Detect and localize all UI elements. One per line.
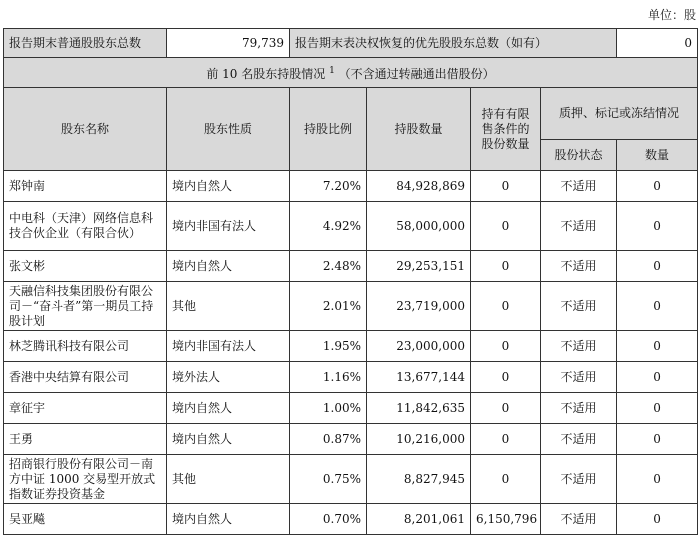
shareholder-name: 吴亚飚 (4, 504, 167, 535)
holding-ratio: 7.20% (290, 171, 367, 202)
restricted-shares: 0 (471, 202, 541, 251)
holding-ratio: 2.48% (290, 251, 367, 282)
restricted-shares: 6,150,796 (471, 504, 541, 535)
header-ratio: 持股比例 (290, 88, 367, 171)
shareholder-nature: 境内非国有法人 (167, 331, 290, 362)
holding-quantity: 84,928,869 (367, 171, 471, 202)
shareholder-name: 章征宇 (4, 393, 167, 424)
holding-quantity: 10,216,000 (367, 424, 471, 455)
section-title-note: （不含通过转融通出借股份） (338, 66, 495, 81)
holding-quantity: 13,677,144 (367, 362, 471, 393)
table-row (4, 331, 698, 362)
pledge-count: 0 (617, 424, 698, 455)
shareholder-nature: 境外法人 (167, 362, 290, 393)
unit-label: 单位：股 (647, 8, 696, 22)
common-shareholders-label: 报告期末普通股股东总数 (4, 29, 167, 58)
holding-quantity: 8,827,945 (367, 455, 471, 504)
table-row (4, 171, 698, 202)
pledge-count: 0 (617, 171, 698, 202)
restricted-shares: 0 (471, 282, 541, 331)
shareholder-nature: 境内自然人 (167, 424, 290, 455)
shareholder-nature: 其他 (167, 282, 290, 331)
restricted-shares: 0 (471, 251, 541, 282)
shareholder-name: 招商银行股份有限公司－南方中证 1000 交易型开放式指数证券投资基金 (4, 455, 167, 504)
share-status: 不适用 (541, 362, 617, 393)
shareholder-nature: 境内自然人 (167, 171, 290, 202)
restricted-shares: 0 (471, 393, 541, 424)
holding-quantity: 58,000,000 (367, 202, 471, 251)
restricted-shares: 0 (471, 171, 541, 202)
holding-ratio: 1.95% (290, 331, 367, 362)
pledge-count: 0 (617, 202, 698, 251)
share-status: 不适用 (541, 171, 617, 202)
section-title-row (4, 58, 698, 88)
holding-quantity: 29,253,151 (367, 251, 471, 282)
shareholder-nature: 境内自然人 (167, 504, 290, 535)
share-status: 不适用 (541, 331, 617, 362)
pledge-count: 0 (617, 455, 698, 504)
section-footnote-mark: 1 (329, 65, 335, 76)
shareholder-name: 张文彬 (4, 251, 167, 282)
pledge-count: 0 (617, 504, 698, 535)
section-title-text: 前 10 名股东持股情况 (206, 66, 326, 81)
section-title (4, 58, 698, 88)
pledge-count: 0 (617, 362, 698, 393)
shareholder-name: 王勇 (4, 424, 167, 455)
holding-ratio: 4.92% (290, 202, 367, 251)
share-status: 不适用 (541, 504, 617, 535)
header-qty: 持股数量 (367, 88, 471, 171)
header-row (4, 88, 698, 140)
share-status: 不适用 (541, 393, 617, 424)
header-count: 数量 (617, 140, 698, 171)
shareholder-nature: 其他 (167, 455, 290, 504)
table-row (4, 362, 698, 393)
shareholder-nature: 境内非国有法人 (167, 202, 290, 251)
restricted-shares: 0 (471, 424, 541, 455)
holding-quantity: 23,719,000 (367, 282, 471, 331)
table-row (4, 455, 698, 504)
table-row (4, 424, 698, 455)
share-status: 不适用 (541, 202, 617, 251)
restricted-shares: 0 (471, 331, 541, 362)
share-status: 不适用 (541, 455, 617, 504)
holding-ratio: 2.01% (290, 282, 367, 331)
summary-row (4, 29, 698, 58)
header-nature: 股东性质 (167, 88, 290, 171)
shareholder-name: 郑钟南 (4, 171, 167, 202)
preferred-shareholders-label: 报告期末表决权恢复的优先股股东总数（如有） (290, 29, 617, 58)
shareholder-name: 天融信科技集团股份有限公司－“奋斗者”第一期员工持股计划 (4, 282, 167, 331)
share-status: 不适用 (541, 424, 617, 455)
share-status: 不适用 (541, 282, 617, 331)
restricted-shares: 0 (471, 455, 541, 504)
shareholder-nature: 境内自然人 (167, 393, 290, 424)
header-name: 股东名称 (4, 88, 167, 171)
table-row (4, 202, 698, 251)
pledge-count: 0 (617, 393, 698, 424)
shareholder-name: 香港中央结算有限公司 (4, 362, 167, 393)
header-restricted: 持有有限售条件的股份数量 (471, 88, 541, 171)
holding-ratio: 1.16% (290, 362, 367, 393)
pledge-count: 0 (617, 331, 698, 362)
table-row (4, 282, 698, 331)
preferred-shareholders-value: 0 (617, 29, 698, 58)
shareholder-name: 林芝腾讯科技有限公司 (4, 331, 167, 362)
header-pledge-group: 质押、标记或冻结情况 (541, 88, 698, 140)
holding-quantity: 11,842,635 (367, 393, 471, 424)
holding-quantity: 8,201,061 (367, 504, 471, 535)
table-row (4, 393, 698, 424)
table-row (4, 251, 698, 282)
header-status: 股份状态 (541, 140, 617, 171)
holding-ratio: 0.87% (290, 424, 367, 455)
restricted-shares: 0 (471, 362, 541, 393)
shareholder-name: 中电科（天津）网络信息科技合伙企业（有限合伙） (4, 202, 167, 251)
shareholder-nature: 境内自然人 (167, 251, 290, 282)
holding-ratio: 0.70% (290, 504, 367, 535)
shareholders-table (3, 28, 698, 535)
holding-ratio: 0.75% (290, 455, 367, 504)
pledge-count: 0 (617, 251, 698, 282)
table-row (4, 504, 698, 535)
holding-ratio: 1.00% (290, 393, 367, 424)
pledge-count: 0 (617, 282, 698, 331)
holding-quantity: 23,000,000 (367, 331, 471, 362)
common-shareholders-value: 79,739 (167, 29, 290, 58)
share-status: 不适用 (541, 251, 617, 282)
